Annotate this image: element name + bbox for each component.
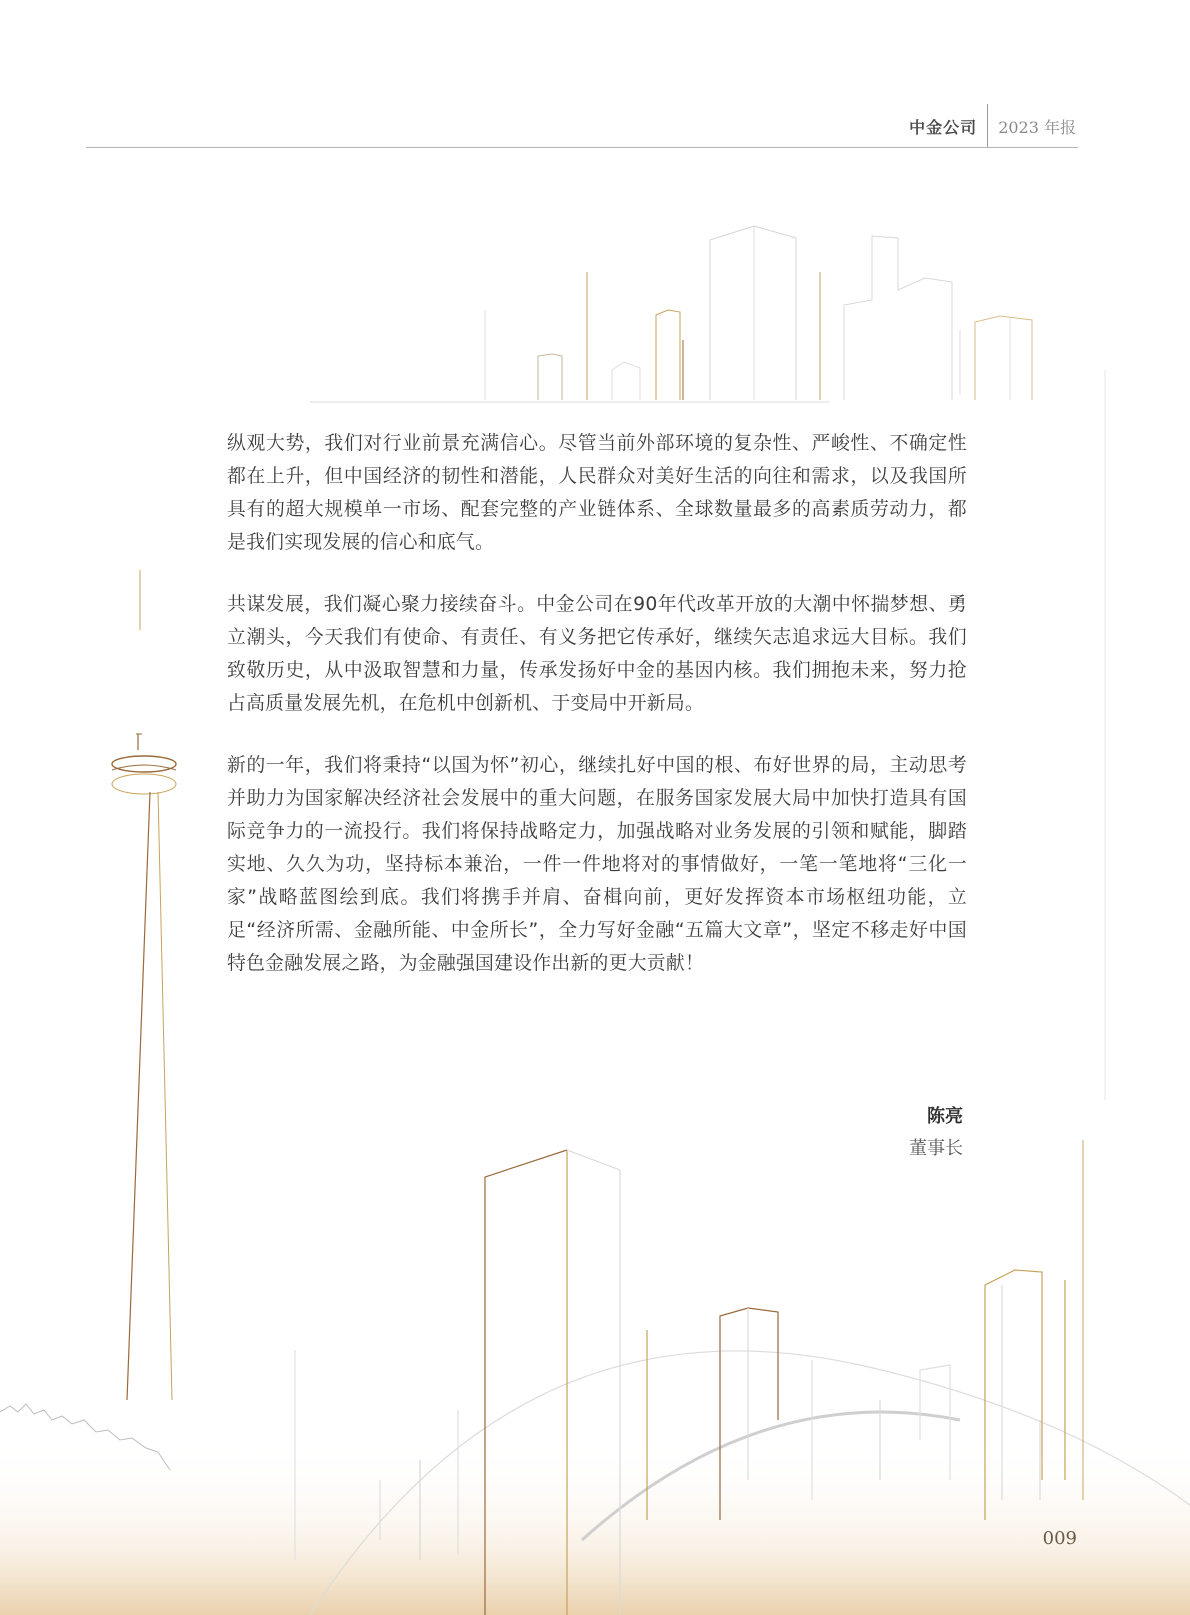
company-name: 中金公司 [909,117,978,137]
page-header [909,106,1076,146]
signature-block [909,1101,963,1165]
page-number: 009 [1042,1528,1077,1549]
paragraph: 纵观大势，我们对行业前景充满信心。尽管当前外部环境的复杂性、严峻性、不确定性都在上升，但中国经济的韧性和潜能，人民群众对美好生活的向往和需求，以及我国所具有的超大规模单一市场、配套完整的产业链体系、全球数量最多的高素质劳动力，都是我们实现发展的信心和底气。 [227,433,967,553]
tv-tower [112,734,176,1400]
header-rule [86,147,1078,148]
signatory-title: 董事长 [909,1138,963,1159]
top-skyline [310,226,1032,402]
paragraph: 共谋发展，我们凝心聚力接续奋斗。中金公司在90年代改革开放的大潮中怀揣梦想、勇立潮头，今天我们有使命、有责任、有义务把它传承好，继续矢志追求远大目标。我们致敬历史，从中汲取智慧和力量，传承发扬好中金的基因内核。我们拥抱未来，努力抢占高质量发展先机，在危机中创新机、于变局中开新局。 [227,594,967,714]
report-title: 2023 年报 [998,117,1076,137]
signatory-name: 陈亮 [927,1106,963,1127]
letter-body [227,427,967,1009]
paragraph: 新的一年，我们将秉持“以国为怀”初心，继续扎好中国的根、布好世界的局，主动思考并助力为国家解决经济社会发展中的重大问题，在服务国家发展大局中加快打造具有国际竞争力的一流投行。我们将保持战略定力，加强战略对业务发展的引领和赋能，脚踏实地、久久为功，坚持标本兼治，一件一件地将对的事情做好，一笔一笔地将“三化一家”战略蓝图绘到底。我们将携手并肩、奋楫向前，更好发挥资本市场枢纽功能，立足“经济所需、金融所能、中金所长”，全力写好金融“五篇大文章”，坚定不移走好中国特色金融发展之路，为金融强国建设作出新的更大贡献！ [227,755,967,974]
